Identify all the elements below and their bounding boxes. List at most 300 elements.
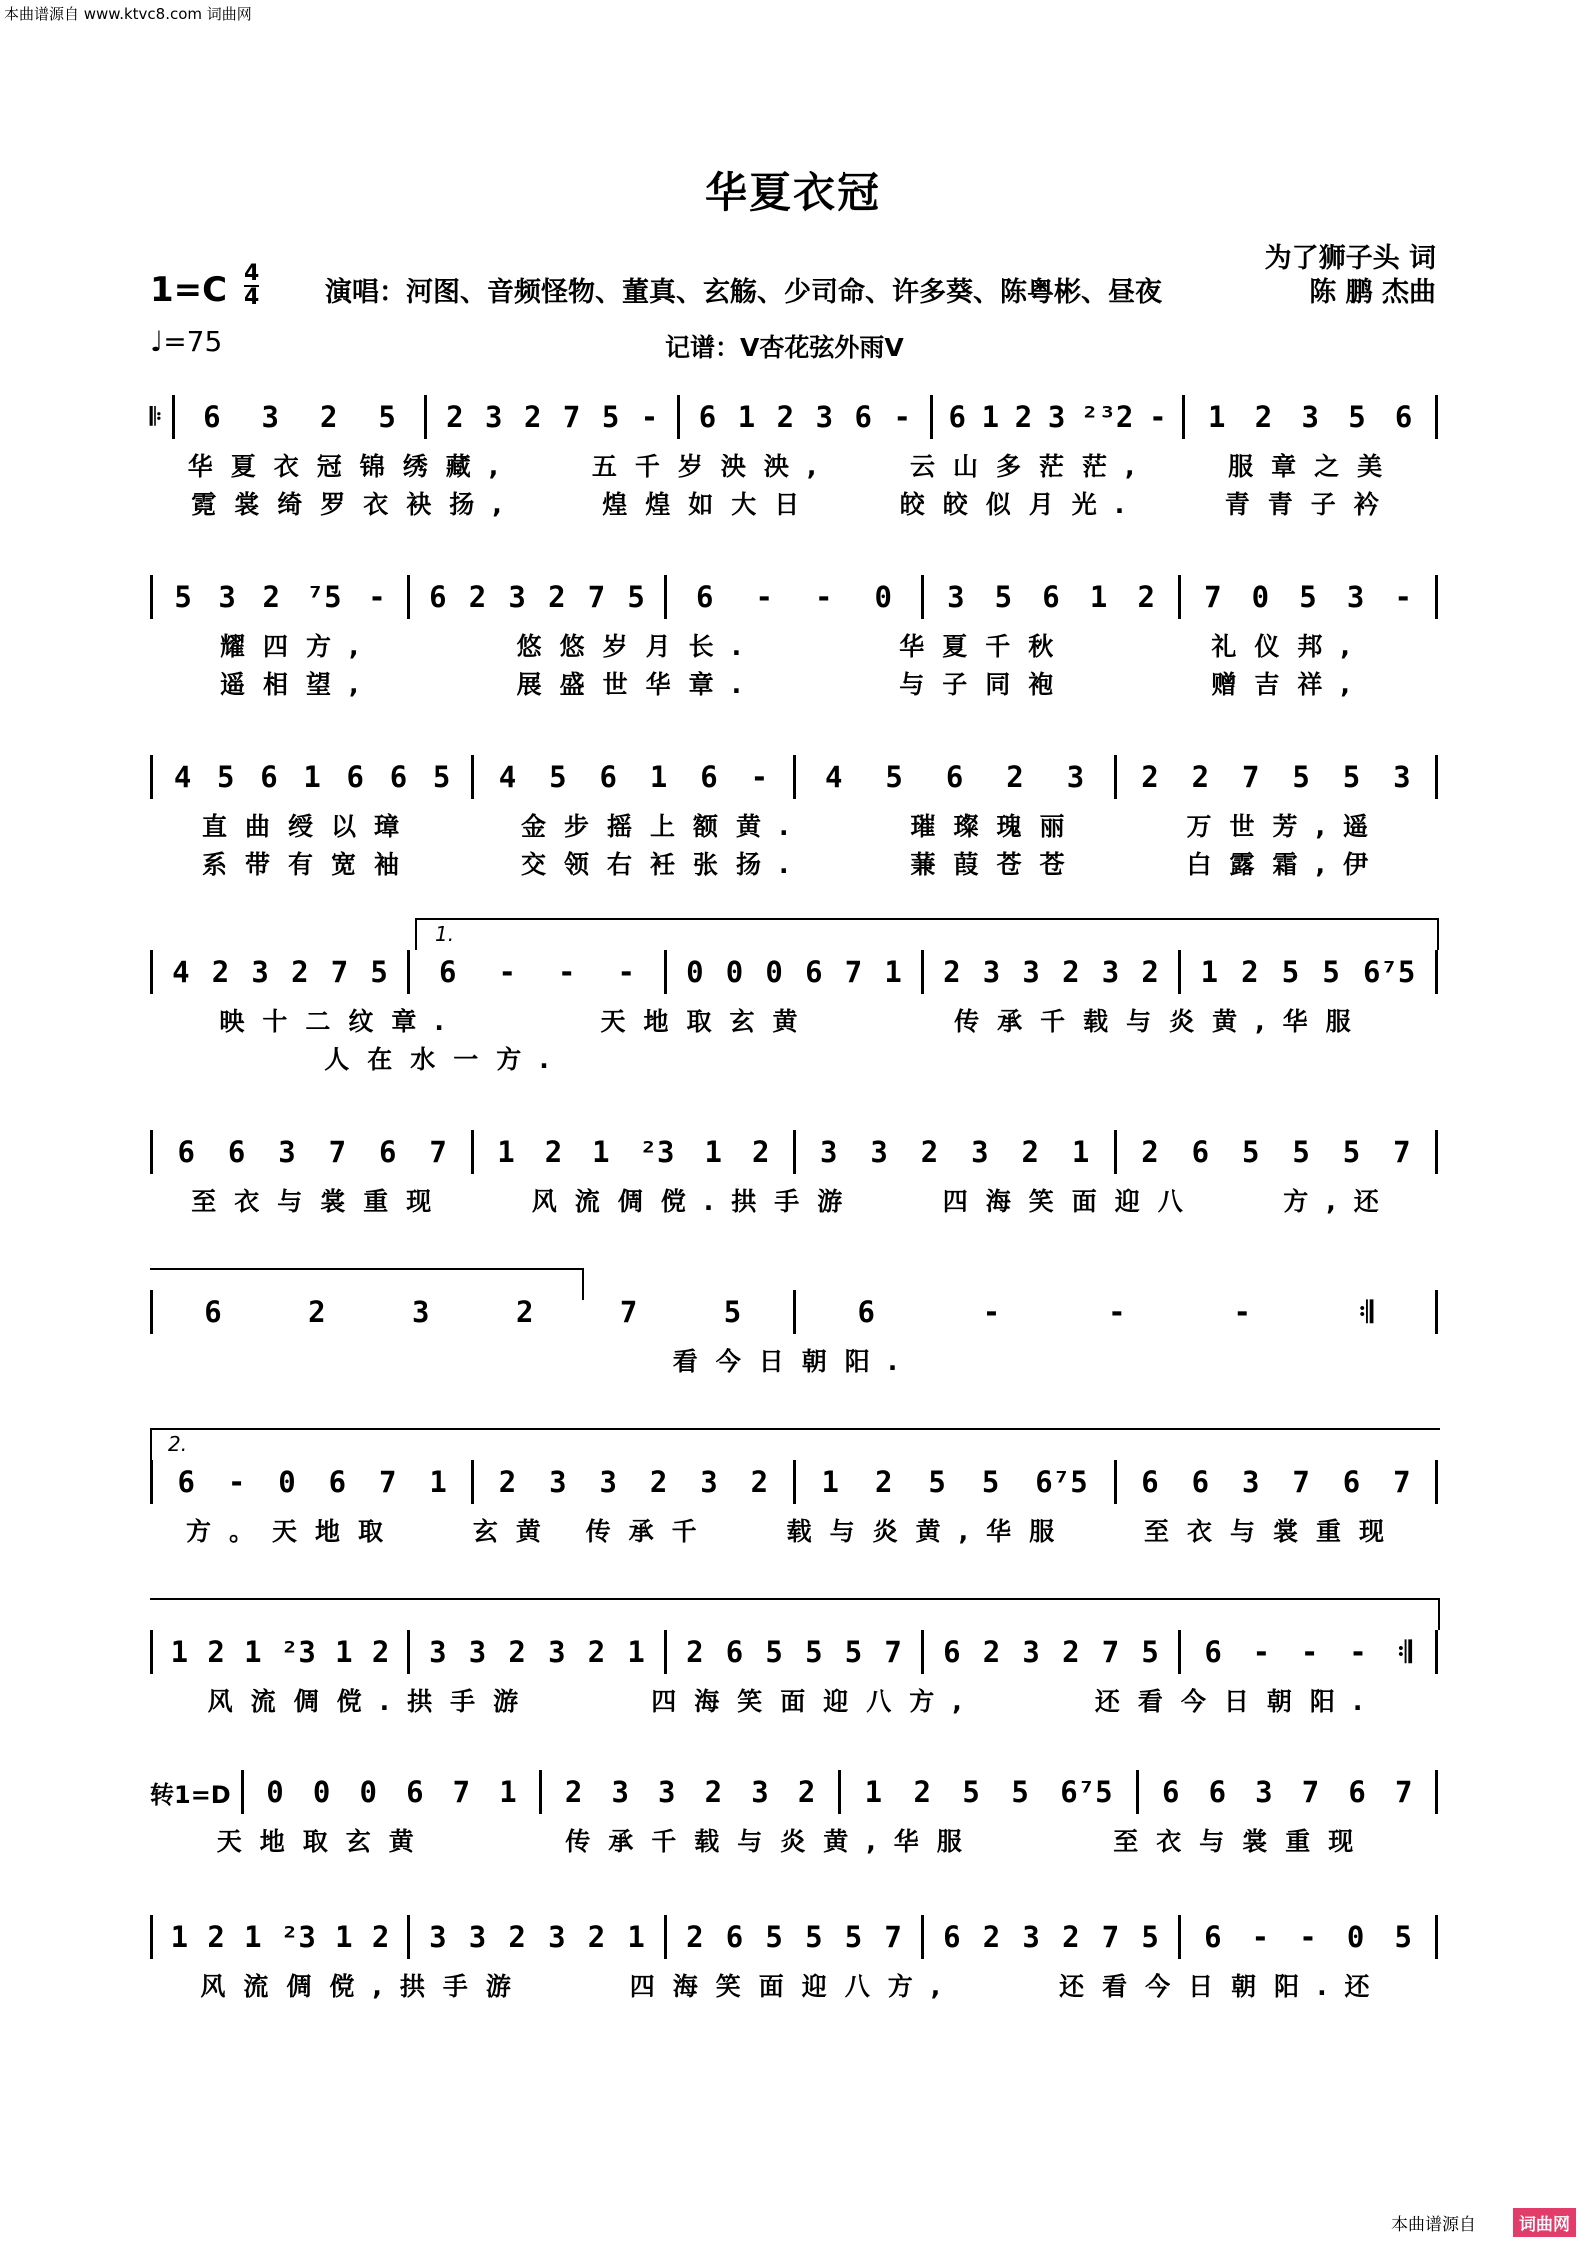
note: 2 (564, 1775, 583, 1809)
note: 2 (1062, 1920, 1080, 1954)
note: 5 (174, 580, 192, 614)
note: 7 (1393, 1465, 1411, 1499)
note: 2 (704, 1775, 723, 1809)
score-system (150, 575, 1438, 715)
note: 6 (945, 760, 964, 794)
note: 6 (943, 1920, 961, 1954)
note: 1 (592, 1135, 610, 1169)
note: 2 (1141, 955, 1159, 989)
note: 5 (217, 760, 235, 794)
note: 6 (696, 580, 714, 614)
measure (410, 955, 664, 989)
note: 3 (1301, 400, 1319, 434)
note: 1 (497, 1135, 515, 1169)
page-title: 华夏衣冠 (704, 168, 881, 217)
note: - (640, 400, 659, 434)
note: 5 (1342, 760, 1361, 794)
note: 6 (1042, 580, 1060, 614)
measure (153, 1465, 471, 1499)
lyric-segment: 皎皎似月光. (899, 490, 1143, 519)
measure (924, 1920, 1178, 1954)
measure (667, 955, 921, 989)
singers-credit: 演唱：河图、音频怪物、董真、玄觞、少司命、许多葵、陈粤彬、昼夜 (325, 277, 1162, 308)
note-line (150, 1460, 1438, 1504)
note: 6 (1342, 1465, 1361, 1499)
note: 2 (982, 1920, 1001, 1954)
note: 6 (378, 1135, 397, 1169)
note: 2 (1062, 955, 1080, 989)
lyric-segment: 传承千载与炎黄,华服 (565, 1827, 980, 1856)
note: 2 (1062, 1635, 1080, 1669)
note-line (150, 950, 1438, 994)
note-line (150, 1130, 1438, 1174)
note: 1 (303, 760, 321, 794)
volta-bracket-1-continued (150, 1268, 584, 1300)
note: 3 (658, 1775, 676, 1809)
note: 2 (319, 400, 338, 434)
lyric-segment: 至衣与裳重现 (1113, 1827, 1372, 1856)
note: 2 (211, 955, 230, 989)
note: 3 (1101, 955, 1120, 989)
measure (924, 955, 1178, 989)
note: 3 (549, 1465, 567, 1499)
lyricist-credit: 为了狮子头 词 (1264, 243, 1436, 274)
note: 3 (1022, 1635, 1040, 1669)
note: 6 (260, 760, 278, 794)
measure (153, 760, 471, 794)
note: 2 (982, 1635, 1001, 1669)
lyric-segment: 煌煌如大日 (602, 490, 818, 519)
barline (1435, 575, 1438, 619)
note: 7 (562, 400, 581, 434)
note: 3 (1346, 580, 1365, 614)
note: 2 (1137, 580, 1155, 614)
note-line (150, 755, 1438, 799)
note: 5 (723, 1295, 742, 1329)
note: 3 (261, 400, 280, 434)
note: - (368, 580, 386, 614)
note: 3 (429, 1635, 447, 1669)
lyric-line-2 (150, 665, 1438, 701)
note: 1 (627, 1920, 645, 1954)
barline (1435, 950, 1438, 994)
measure (410, 580, 664, 614)
note: 5 (1141, 1920, 1159, 1954)
note: - (1233, 1294, 1251, 1329)
note: 6 (1394, 400, 1413, 434)
lyric-segment: 天地取玄黄 (600, 1007, 816, 1036)
note: - (558, 955, 576, 989)
note: 5 (928, 1465, 946, 1499)
note: 0 (874, 580, 892, 614)
score-system (150, 1630, 1438, 1770)
lyric-segment: 悠悠岁月长. (516, 632, 760, 661)
note: 1 (170, 1920, 189, 1954)
note: 6 (854, 400, 872, 434)
note: 6 (805, 955, 823, 989)
note: 0 (266, 1775, 284, 1809)
measure (667, 1635, 921, 1669)
lyric-segment: 传承千载与炎黄,华服 (954, 1007, 1369, 1036)
note: 5 (805, 1635, 823, 1669)
note: 3 (429, 1920, 447, 1954)
note: 1 (170, 1635, 189, 1669)
note: 3 (971, 1135, 989, 1169)
note: 2 (515, 1295, 534, 1329)
time-signature (244, 263, 259, 309)
note: 3 (815, 400, 834, 434)
system-lead-mark: 𝄆 (150, 403, 162, 431)
measure (244, 1775, 540, 1809)
note: 3 (278, 1135, 296, 1169)
note: 6 (204, 1295, 222, 1329)
system-lead-mark: 转1=D (150, 1780, 231, 1809)
note-line (150, 1630, 1438, 1674)
note: 4 (172, 955, 190, 989)
barline (1435, 1130, 1438, 1174)
lyric-segment: 直曲绶以璋 (201, 812, 417, 841)
note: 1 (737, 400, 756, 434)
note: 6 (1191, 1465, 1210, 1499)
lyric-line-2 (150, 485, 1438, 521)
composer-credit: 陈 鹏 杰曲 (1309, 277, 1436, 308)
note: 6 (700, 760, 718, 794)
lyric-segment: 白露霜,伊 (1186, 850, 1386, 879)
note: - (1251, 1920, 1270, 1954)
note: 3 (982, 955, 1001, 989)
note: 6 (177, 1465, 195, 1499)
note: 3 (611, 1775, 629, 1809)
note: 1 (884, 955, 902, 989)
lyric-segment: 至衣与裳重现 (191, 1187, 450, 1216)
note: 6 (1191, 1135, 1210, 1169)
note: 2 (468, 580, 487, 614)
note: 5 (1394, 1920, 1412, 1954)
note: 2 (446, 400, 464, 434)
note: 2 (508, 1635, 526, 1669)
note: 6 (725, 1635, 744, 1669)
note: 1 (821, 1465, 839, 1499)
note: 5 (1348, 400, 1366, 434)
note: 5 (378, 400, 396, 434)
note: 6 (1208, 1775, 1227, 1809)
note: 3 (485, 400, 503, 434)
measure (841, 1775, 1137, 1809)
note: 1 (649, 760, 668, 794)
lyric-line-1 (150, 447, 1438, 483)
barline (1435, 1770, 1438, 1814)
note: 𝄇 (1358, 1294, 1373, 1329)
note: 6 (439, 955, 457, 989)
note: 1 (1071, 1135, 1090, 1169)
note: 2 (587, 1635, 606, 1669)
note: - (1394, 580, 1412, 614)
score-system (150, 395, 1438, 535)
note: 5 (1342, 1135, 1361, 1169)
measure (1139, 1775, 1435, 1809)
score-system (150, 950, 1438, 1090)
note: 2 (797, 1775, 816, 1809)
measure (667, 1920, 921, 1954)
note: 5 (981, 1465, 1000, 1499)
note: 3 (947, 580, 965, 614)
note: 0 (1346, 1920, 1365, 1954)
note: 1 (335, 1635, 353, 1669)
lyric-line-1 (150, 1682, 1438, 1718)
note: 5 (1292, 1135, 1310, 1169)
note: ²3 (639, 1135, 675, 1169)
note: 3 (819, 1135, 838, 1169)
measure (474, 1465, 792, 1499)
note: 7 (1101, 1920, 1120, 1954)
note: 2 (1014, 400, 1033, 434)
note: 3 (412, 1295, 430, 1329)
note: 2 (508, 1920, 526, 1954)
lyric-line-1 (150, 1822, 1438, 1858)
note: 6 (1161, 1775, 1180, 1809)
lyric-line-1 (150, 1002, 1438, 1038)
lyric-segment: 玄黄 传承千 (472, 1517, 715, 1546)
note: 6 (698, 400, 717, 434)
note: 5 (805, 1920, 823, 1954)
note: 4 (498, 760, 517, 794)
note: 6 (328, 1465, 347, 1499)
note: 7 (1204, 580, 1222, 614)
note: 5 (962, 1775, 980, 1809)
note: 5 (765, 1920, 783, 1954)
measure (933, 400, 1183, 434)
lyric-segment: 遥相望, (220, 670, 377, 699)
note: 3 (548, 1635, 566, 1669)
note: 3 (870, 1135, 888, 1169)
lyric-segment: 服章之美 (1228, 452, 1401, 481)
note: 2 (751, 1135, 770, 1169)
measure (1117, 760, 1435, 794)
footer-logo-badge[interactable]: 词曲网 (1513, 2208, 1576, 2237)
measure (680, 400, 930, 434)
lyric-segment: 风流倜傥.拱手游 (207, 1687, 537, 1716)
note: 3 (1047, 400, 1066, 434)
score-system (150, 1770, 1438, 1910)
note: ²3 (280, 1920, 316, 1954)
note: 1 (244, 1635, 262, 1669)
time-sig-den: 4 (244, 285, 260, 310)
note: ²³2 (1081, 400, 1134, 434)
note: 5 (432, 760, 451, 794)
note: 6 (1348, 1775, 1366, 1809)
lyric-segment: 霓裳绮罗衣袂扬, (191, 490, 520, 519)
lyric-segment: 天地取玄黄 (216, 1827, 432, 1856)
score-system (150, 1460, 1438, 1600)
note: - (750, 760, 769, 794)
note: 5 (549, 760, 567, 794)
note: 7 (328, 1135, 347, 1169)
measure (153, 1295, 793, 1329)
note: - (1252, 1634, 1271, 1669)
note: 6 (389, 760, 408, 794)
note: 5 (844, 1920, 863, 1954)
note: 6 (227, 1135, 246, 1169)
note: - (1300, 1634, 1319, 1669)
lyric-segment: 与子同袍 (899, 670, 1072, 699)
lyric-line-1 (150, 1182, 1438, 1218)
note-line (150, 395, 1438, 439)
note: 2 (913, 1775, 931, 1809)
note: 3 (1022, 1920, 1040, 1954)
lyric-segment: 人在水一方. (324, 1045, 567, 1074)
note: 1 (1089, 580, 1108, 614)
note: 2 (750, 1465, 769, 1499)
note: 6 (177, 1135, 195, 1169)
note: 7 (378, 1465, 397, 1499)
note: 7 (1241, 760, 1260, 794)
note: 2 (686, 1920, 704, 1954)
note: 3 (1393, 760, 1411, 794)
note: 6 (203, 400, 221, 434)
note: 2 (523, 400, 542, 434)
note: 2 (207, 1635, 225, 1669)
note: 7 (619, 1295, 638, 1329)
note: 2 (371, 1920, 390, 1954)
lyric-line-1 (150, 1342, 1438, 1378)
note: 7 (429, 1135, 447, 1169)
note: 3 (468, 1920, 487, 1954)
note: - (617, 955, 635, 989)
note: 1 (704, 1135, 722, 1169)
note: 7 (1394, 1775, 1413, 1809)
lyric-segment: 载与炎黄,华服 (786, 1517, 1073, 1546)
note: - (755, 580, 773, 614)
note: 7 (587, 580, 606, 614)
measure (924, 580, 1178, 614)
note: 2 (1006, 760, 1024, 794)
note: - (227, 1465, 246, 1499)
note: 2 (1241, 955, 1259, 989)
note: 6 (725, 1920, 744, 1954)
note: - (815, 580, 833, 614)
measure (1185, 400, 1435, 434)
note: 2 (686, 1635, 704, 1669)
barline (1435, 1915, 1438, 1959)
note: 2 (649, 1465, 668, 1499)
note: 2 (1021, 1135, 1039, 1169)
note: 1 (499, 1775, 517, 1809)
note: 6 (346, 760, 364, 794)
lyric-segment: 四海笑面迎八 (942, 1187, 1201, 1216)
note: 7 (884, 1920, 902, 1954)
measure (924, 1635, 1178, 1669)
note: 6⁷5 (1035, 1465, 1088, 1499)
volta-label-2: 2. (168, 1432, 188, 1456)
measure (796, 1465, 1114, 1499)
note: 0 (1251, 580, 1270, 614)
note: - (982, 1294, 1001, 1329)
measure (410, 1635, 664, 1669)
lyric-segment: 风流倜傥,拱手游 (200, 1972, 529, 2001)
lyric-line-1 (150, 807, 1438, 843)
score-system (150, 1915, 1438, 2055)
lyric-segment: 万世芳,遥 (1186, 812, 1386, 841)
note: 1 (1200, 955, 1219, 989)
note: 5 (1141, 1635, 1159, 1669)
measure (410, 1920, 664, 1954)
note: 0 (765, 955, 783, 989)
note: 3 (700, 1465, 718, 1499)
measure (1181, 580, 1435, 614)
note: 0 (312, 1775, 331, 1809)
note: 6⁷5 (1363, 955, 1416, 989)
site-header: 本曲谱源自 www.ktvc8.com 词曲网 (4, 5, 252, 23)
note: ²3 (280, 1635, 316, 1669)
note: 2 (498, 1465, 517, 1499)
note: 7 (884, 1635, 902, 1669)
lyric-segment: 华夏千秋 (899, 632, 1072, 661)
lyric-segment: 交领右衽张扬. (520, 850, 807, 879)
lyric-segment: 至衣与裳重现 (1144, 1517, 1403, 1546)
note: 2 (1254, 400, 1273, 434)
note: 6 (406, 1775, 424, 1809)
note: 1 (1207, 400, 1226, 434)
lyric-segment: 映十二纹章. (219, 1007, 462, 1036)
lyric-line-1 (150, 1967, 1438, 2003)
note: 5 (1292, 760, 1310, 794)
measure (796, 1135, 1114, 1169)
note: 2 (874, 1465, 893, 1499)
note: 5 (1299, 580, 1317, 614)
measure (1117, 1135, 1435, 1169)
note: 2 (1141, 760, 1159, 794)
measure (1181, 1635, 1435, 1670)
note: 6 (857, 1294, 875, 1329)
note: - (1149, 400, 1167, 434)
barline (1435, 1630, 1438, 1674)
note: 0 (686, 955, 704, 989)
lyric-line-2 (150, 845, 1438, 881)
lyric-segment: 展盛世华章. (516, 670, 760, 699)
lyric-segment: 璀璨瑰丽 (910, 812, 1083, 841)
note: 5 (994, 580, 1013, 614)
note: 3 (599, 1465, 617, 1499)
lyric-segment: 五千岁泱泱, (591, 452, 835, 481)
time-sig-num: 4 (244, 261, 260, 286)
lyric-segment: 方,还 (1283, 1187, 1397, 1216)
barline (1435, 755, 1438, 799)
lyric-segment: 还看今日朝阳. (1094, 1687, 1381, 1716)
measure (153, 955, 407, 989)
note: 5 (1322, 955, 1340, 989)
note: 2 (943, 955, 961, 989)
lyric-segment: 耀四方, (220, 632, 377, 661)
note: 5 (370, 955, 388, 989)
barline (1435, 1460, 1438, 1504)
measure (427, 400, 677, 434)
note: 2 (544, 1135, 563, 1169)
note: 7 (1301, 1775, 1320, 1809)
note: 𝄇 (1397, 1634, 1412, 1669)
note: 2 (920, 1135, 939, 1169)
note: 3 (468, 1635, 487, 1669)
note: 0 (725, 955, 744, 989)
note: 1 (864, 1775, 883, 1809)
note: 2 (1191, 760, 1210, 794)
note: 1 (429, 1465, 447, 1499)
measure (153, 1635, 407, 1669)
note: 7 (1292, 1465, 1310, 1499)
note: 3 (751, 1775, 769, 1809)
tempo-mark: ♩=75 (150, 325, 223, 358)
lyric-segment: 赠吉祥, (1211, 670, 1368, 699)
score-system (150, 1290, 1438, 1430)
